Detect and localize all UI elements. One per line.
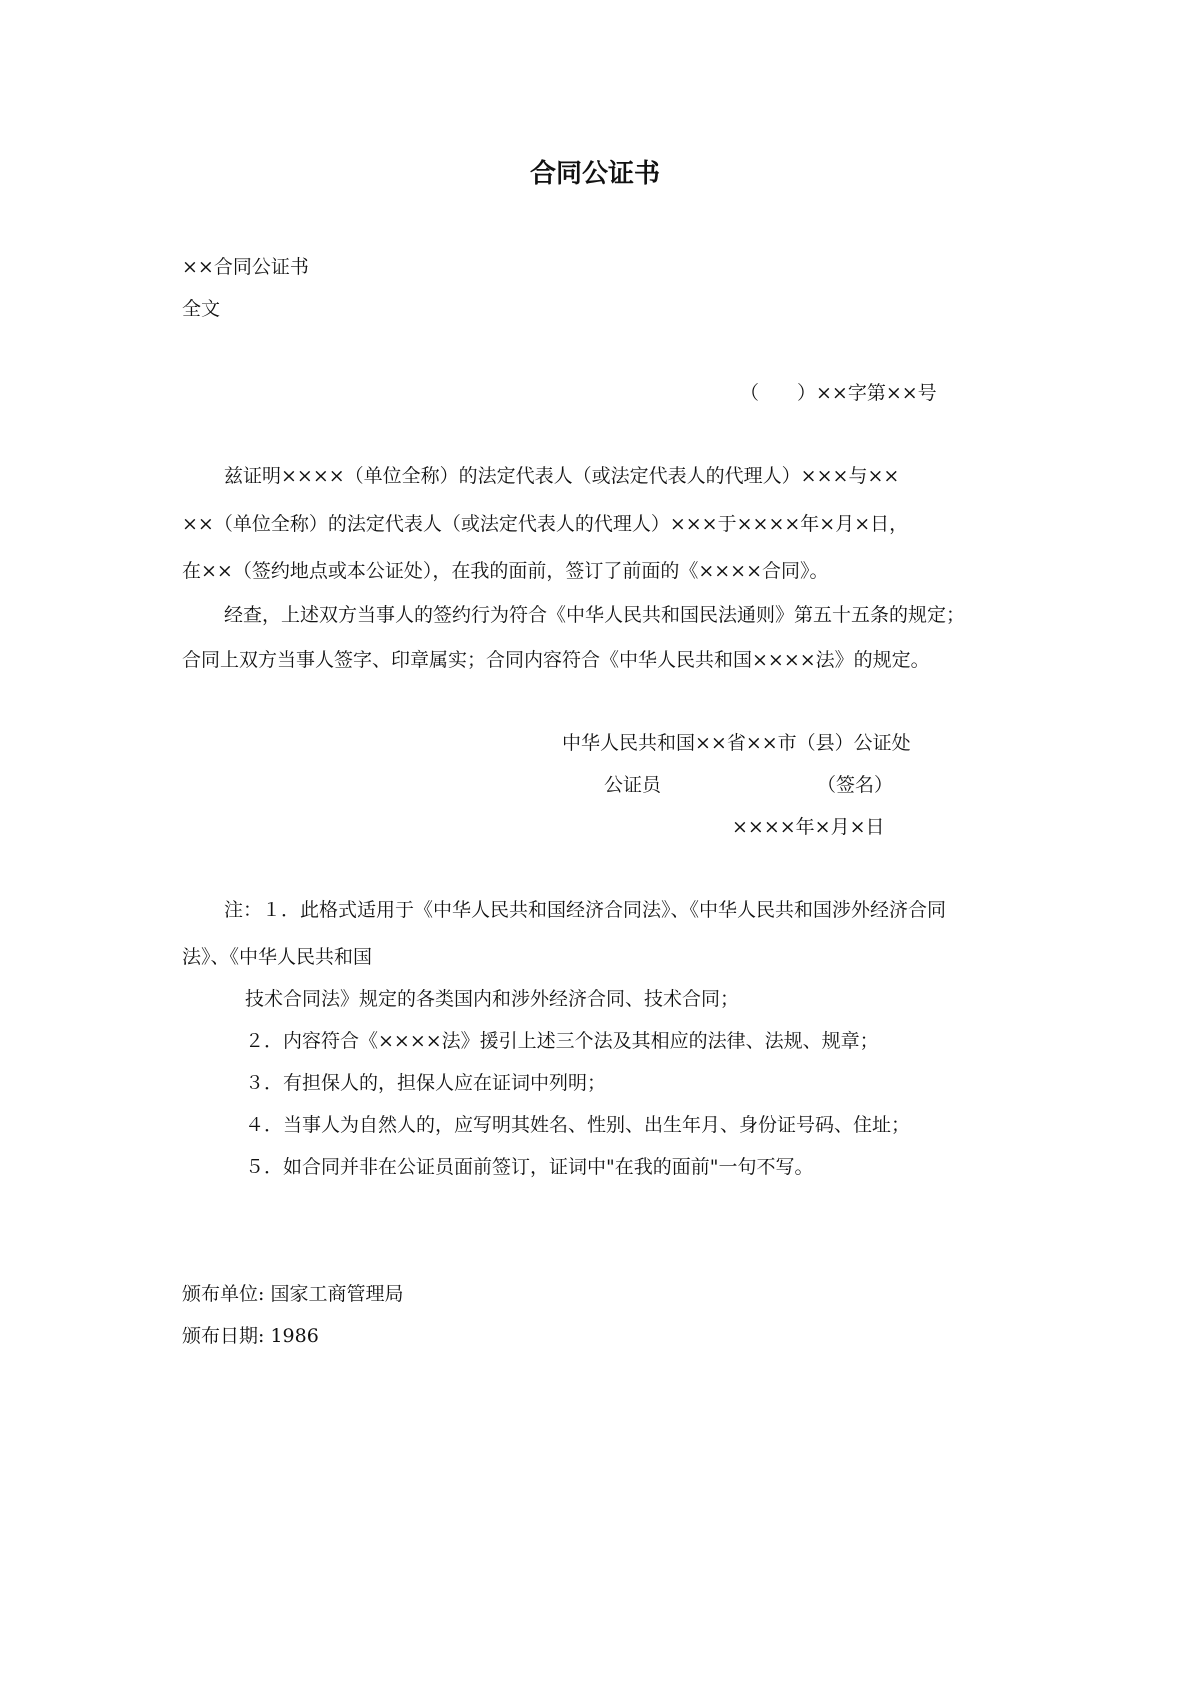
document-title: 合同公证书 (529, 159, 660, 189)
body-paragraph-1-line-3: 在××（签约地点或本公证处），在我的面前，签订了前面的《××××合同》。 (182, 560, 829, 582)
document-number: （ ）××字第××号 (740, 382, 937, 404)
body-paragraph-1-line-2: ××（单位全称）的法定代表人（或法定代表人的代理人）×××于××××年×月×日， (182, 513, 909, 535)
footer-issuer: 颁布单位: 国家工商管理局 (182, 1283, 404, 1305)
note-item-5: ５．如合同并非在公证员面前签订，证词中"在我的面前"一句不写。 (245, 1156, 814, 1178)
signature-label: （签名） (817, 774, 894, 796)
document-subtitle: ××合同公证书 (182, 256, 309, 278)
note-line-1: 注：１．此格式适用于《中华人民共和国经济合同法》、《中华人民共和国涉外经济合同 (224, 899, 947, 921)
note-line-3: 技术合同法》规定的各类国内和涉外经济合同、技术合同； (245, 988, 740, 1010)
body-paragraph-2-line-1: 经查，上述双方当事人的签约行为符合《中华人民共和国民法通则》第五十五条的规定； (224, 604, 966, 626)
note-item-2: ２．内容符合《××××法》援引上述三个法及其相应的法律、法规、规章； (245, 1030, 879, 1052)
notary-office: 中华人民共和国××省××市（县）公证处 (562, 732, 911, 754)
note-item-4: ４．当事人为自然人的，应写明其姓名、性别、出生年月、身份证号码、住址； (245, 1114, 911, 1136)
note-line-2: 法》、《中华人民共和国 (182, 946, 373, 968)
signature-date: ××××年×月×日 (732, 816, 885, 838)
fulltext-label: 全文 (182, 298, 221, 320)
notary-label: 公证员 (604, 774, 662, 796)
footer-issue-date: 颁布日期: 1986 (182, 1325, 319, 1347)
body-paragraph-1-line-1: 兹证明××××（单位全称）的法定代表人（或法定代表人的代理人）×××与×× (224, 465, 900, 487)
note-item-3: ３．有担保人的，担保人应在证词中列明； (245, 1072, 607, 1094)
body-paragraph-2-line-2: 合同上双方当事人签字、印章属实；合同内容符合《中华人民共和国××××法》的规定。 (182, 649, 930, 671)
